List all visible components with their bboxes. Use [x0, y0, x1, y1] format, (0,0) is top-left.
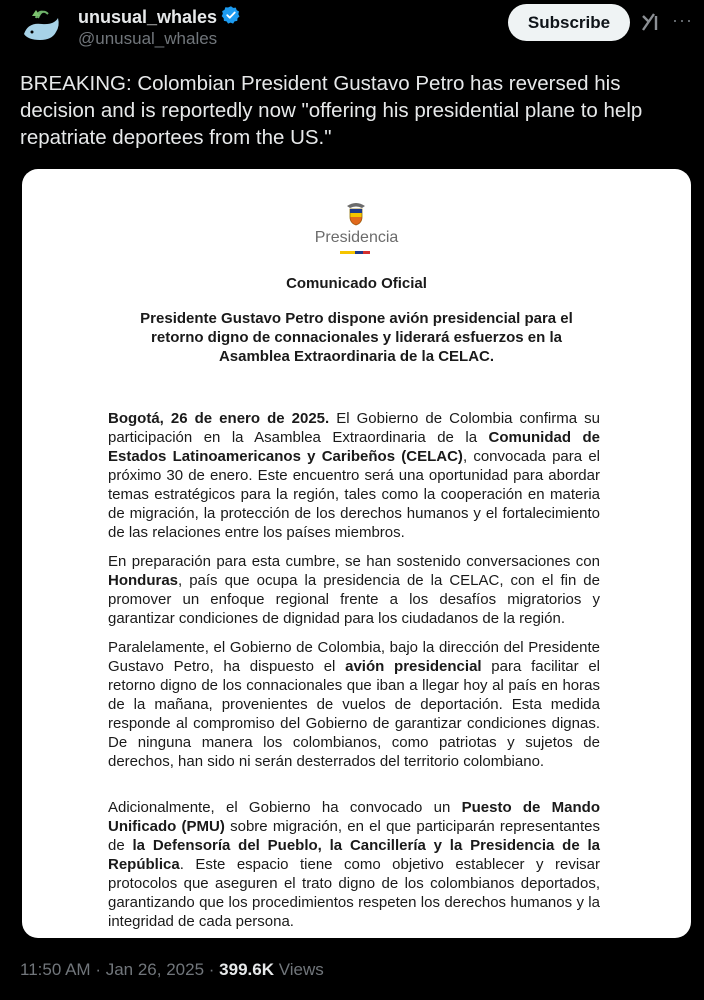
document-paragraph-2	[108, 552, 600, 628]
document-paragraph-1	[108, 409, 600, 542]
views-count: 399.6K	[219, 960, 274, 979]
avatar[interactable]	[18, 4, 66, 52]
subscribe-button[interactable]: Subscribe	[508, 4, 630, 41]
meta-separator-2: ·	[208, 960, 215, 979]
coat-of-arms-icon	[342, 200, 370, 228]
p2-text-1: En preparación para esta cumbre, se han sostenido conversaciones con	[108, 553, 600, 570]
p1-text-1: El Gobierno de Colombia confirma su participación en la Asamblea Extraordinaria de la	[108, 410, 600, 446]
flag-stripe	[340, 251, 370, 254]
meta-separator: ·	[95, 960, 101, 979]
document-title: Comunicado Oficial	[286, 275, 427, 292]
p4-text-3: . Este espacio tiene como objetivo establecer y revisar protocolos que aseguren el trato digno de los colombianos deportados, garantizando que los procedimientos respeten los derechos humanos y la integridad de cada persona.	[108, 856, 600, 930]
post-meta	[20, 960, 324, 980]
grok-icon[interactable]	[640, 11, 662, 33]
post-media-image[interactable]	[22, 169, 691, 938]
p1-bold-2: Comunidad de Estados Latinoamericanos y Caribeños (CELAC)	[108, 429, 600, 465]
post-date[interactable]: Jan 26, 2025	[105, 960, 205, 979]
p3-text-1: Paralelamente, el Gobierno de Colombia, bajo la dirección del Presidente Gustavo Petro, ha dispuesto el	[108, 639, 600, 675]
views-label: Views	[278, 960, 324, 979]
document-headline: Presidente Gustavo Petro dispone avión presidencial para el retorno digno de connacionales y liderará esfuerzos en la Asamblea Extraordinaria de la CELAC.	[140, 310, 573, 365]
p3-text-2: para facilitar el retorno digno de los connacionales que iban a llegar hoy al país en horas de la mañana, provenientes de vuelos de deportación. Esta medida responde al compromiso del Gobierno de garantizar condiciones dignas. De ninguna manera los colombianos, como patriotas y sujetos de derechos, han sido ni serán desterrados del territorio colombiano.	[108, 658, 600, 770]
p4-text-2: sobre migración, en el que participarán representantes de	[108, 818, 600, 854]
author-handle[interactable]: @unusual_whales	[78, 29, 218, 48]
p1-bold-1: Bogotá, 26 de enero de 2025.	[108, 410, 330, 427]
p2-bold-1: Honduras	[108, 572, 179, 589]
p4-text-1: Adicionalmente, el Gobierno ha convocado un	[108, 799, 462, 816]
post-time[interactable]: 11:50 AM	[20, 960, 91, 979]
p1-text-2: , convocada para el próximo 30 de enero. Este encuentro será una oportunidad para abordar temas estratégicos para la región, tales como la cooperación en materia de migración, la protección de los derechos humanos y el fortalecimiento de las relaciones entre los países miembros.	[108, 448, 600, 541]
document-paragraph-4	[108, 798, 600, 931]
author-name-row[interactable]	[78, 5, 241, 30]
more-options-icon[interactable]: ···	[672, 10, 693, 30]
post-text: BREAKING: Colombian President Gustavo Petro has reversed his decision and is reportedly now "offering his presidential plane to help repatriate deportees from the US."	[20, 72, 643, 149]
p3-bold-1: avión presidencial	[345, 658, 482, 675]
verified-badge-icon	[221, 5, 241, 30]
p4-bold-2: la Defensoría del Pueblo, la Cancillería y la Presidencia de la República	[108, 837, 600, 873]
p4-bold-1: Puesto de Mando Unificado (PMU)	[108, 799, 600, 835]
display-name[interactable]: unusual_whales	[78, 7, 218, 27]
presidencia-logo-text: Presidencia	[314, 229, 399, 246]
p2-text-2: , país que ocupa la presidencia de la CELAC, con el fin de promover un enfoque regional frente a los desafíos migratorios y garantizar condiciones de dignidad para los ciudadanos de la región.	[108, 572, 600, 627]
document-paragraph-3	[108, 638, 600, 771]
